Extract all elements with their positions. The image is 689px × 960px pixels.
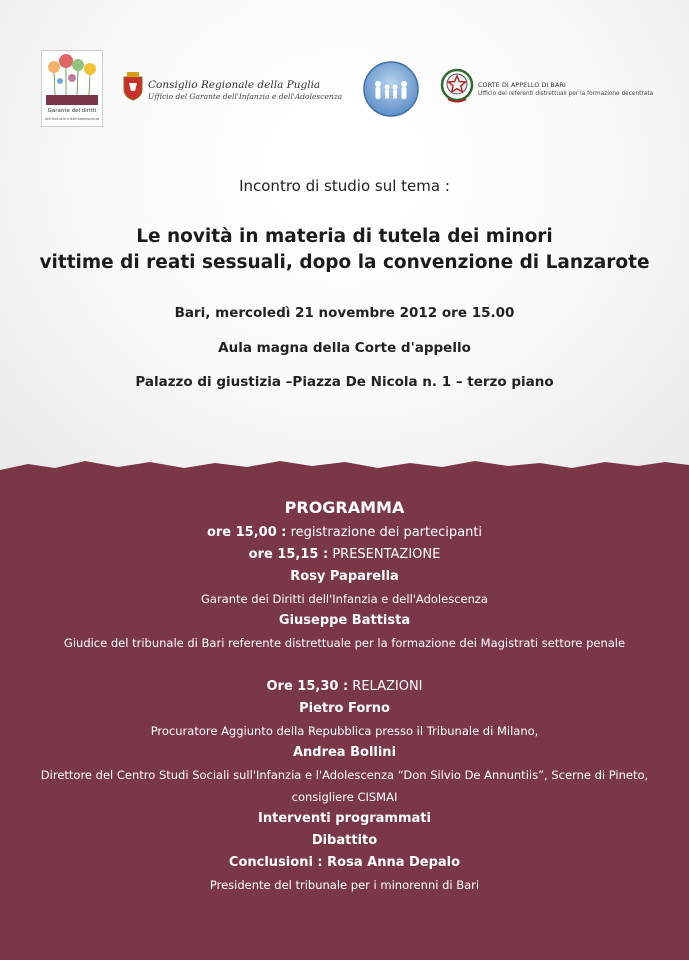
speaker-name: Pietro Forno	[299, 701, 390, 716]
garante-logo	[41, 50, 103, 127]
slot-registration	[0, 522, 689, 544]
repubblica-emblem-icon	[440, 68, 474, 104]
slot-time: ore 15,00 :	[206, 525, 287, 540]
event-title-line-1: Le novità in materia di tutela dei minori	[136, 226, 553, 247]
ufficio-garante-name: Ufficio del Garante dell'Infanzia e dell'Adolescenza	[148, 92, 343, 101]
flowers-icon	[42, 51, 102, 107]
speaker-name: Giuseppe Battista	[278, 613, 411, 628]
spacer	[0, 654, 689, 676]
slot-time: Ore 15,30 :	[266, 679, 349, 694]
conclusions-role: Presidente del tribunale per i minorenni di Bari	[209, 878, 480, 892]
slot-description: RELAZIONI	[348, 679, 423, 694]
programme-item: Interventi programmati	[258, 811, 431, 826]
speaker-role: Direttore del Centro Studi Sociali sull'Infanzia e l'Adolescenza “Don Silvio De Annuntiis”, Scerne di Pineto,	[40, 768, 649, 782]
conclusions: Conclusioni : Rosa Anna Depalo	[228, 855, 461, 870]
speaker-name: Rosy Paparella	[290, 569, 399, 584]
event-title	[0, 224, 689, 276]
speaker-role: Giudice del tribunale di Bari referente distrettuale per la formazione dei Magistrati settore penale	[63, 636, 626, 650]
event-room: Aula magna della Corte d'appello	[218, 340, 471, 356]
ufficio-referenti-name: Ufficio dei referenti distrettuali per la formazione decentrata	[478, 91, 654, 97]
slot-presentation	[0, 544, 689, 566]
intro-text: Incontro di studio sul tema :	[239, 177, 450, 195]
slot-time: ore 15,15 :	[248, 547, 329, 562]
consiglio-regionale-name: Consiglio Regionale della Puglia	[148, 79, 321, 91]
speaker-name: Andrea Bollini	[292, 745, 397, 760]
slot-description: registrazione dei partecipanti	[286, 525, 483, 540]
corte-appello-text	[478, 81, 653, 97]
event-title-line-2: vittime di reati sessuali, dopo la convenzione di Lanzarote	[39, 252, 650, 273]
slot-relations	[0, 676, 689, 698]
regione-puglia-emblem-icon	[121, 71, 145, 101]
speaker-role: Procuratore Aggiunto della Repubblica presso il Tribunale di Milano,	[150, 724, 539, 738]
speaker-role: Garante dei Diritti dell'Infanzia e dell'Adolescenza	[201, 592, 488, 606]
garante-logo-caption: Garante dei diritti	[47, 108, 97, 114]
event-date: Bari, mercoledì 21 novembre 2012 ore 15.00	[174, 305, 515, 321]
programme-item: Dibattito	[311, 833, 378, 848]
event-address: Palazzo di giustizia –Piazza De Nicola n. 1 – terzo piano	[135, 374, 554, 390]
corte-appello-name: CORTE DI APPELLO DI BARI	[478, 81, 566, 89]
garante-logo-subcaption: dell'Infanzia e dell'Adolescenza	[44, 117, 100, 121]
family-circle-logo-icon	[362, 60, 420, 118]
consiglio-regionale-text	[148, 79, 342, 101]
slot-description: PRESENTAZIONE	[328, 547, 441, 562]
programme-heading: PROGRAMMA	[284, 498, 405, 517]
speaker-role: consigliere CISMAI	[291, 790, 398, 804]
programme	[0, 496, 689, 896]
